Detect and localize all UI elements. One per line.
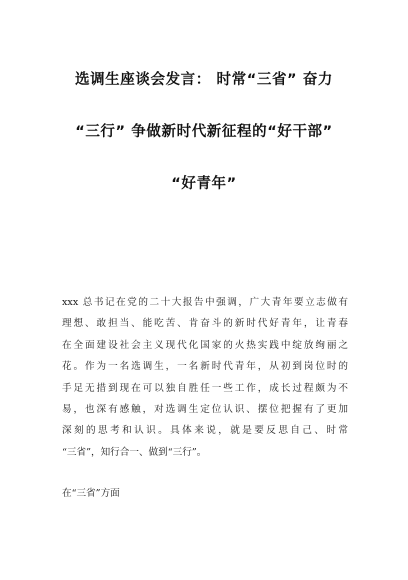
body-line-2: 理想、敢担当、能吃苦、肯奋斗的新时代好青年，让青春 <box>62 318 348 330</box>
body-line-7: 深刻的思考和认识。具体来说，就是要反思自己、时常 <box>62 425 348 437</box>
title-line-3: “好青年” <box>171 176 237 192</box>
section-heading: 在“三省”方面 <box>62 488 120 499</box>
title-line-1: 选调生座谈会发言： 时常“三省” 奋力 <box>74 72 334 88</box>
body-line-5: 手足无措到现在可以独自胜任一些工作，成长过程颇为不 <box>62 382 348 394</box>
body-line-6: 易，也深有感触，对选调生定位认识、摆位把握有了更加 <box>62 404 348 416</box>
body-line-3: 在全面建设社会主义现代化国家的火热实践中绽放绚丽之 <box>62 339 348 351</box>
body-line-8: “三省”，知行合一、做到“三行”。 <box>62 446 207 458</box>
body-line-1: xxx 总书记在党的二十大报告中强调，广大青年要立志做有 <box>62 297 348 308</box>
title-line-2: “三行” 争做新时代新征程的“好干部” <box>75 124 333 140</box>
body-paragraph <box>62 292 348 463</box>
body-line-4: 花。作为一名选调生，一名新时代青年，从初到岗位时的 <box>62 361 348 373</box>
